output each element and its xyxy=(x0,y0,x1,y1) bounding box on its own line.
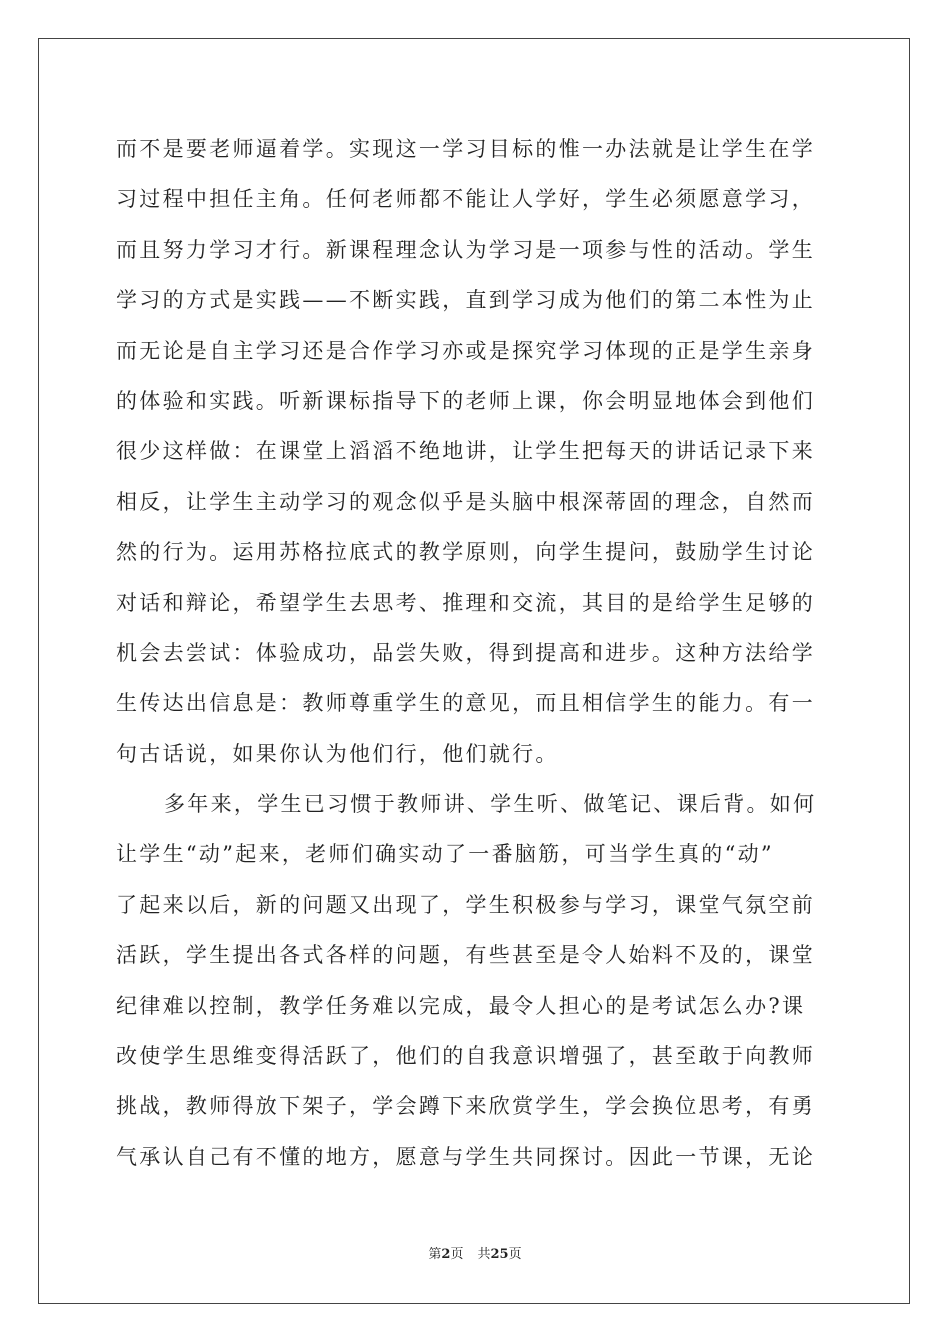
text-line: 气承认自己有不懂的地方，愿意与学生共同探讨。因此一节课，无论 xyxy=(116,1144,815,1169)
text-line: 对话和辩论，希望学生去思考、推理和交流，其目的是给学生足够的 xyxy=(116,590,815,615)
text-line: 生传达出信息是：教师尊重学生的意见，而且相信学生的能力。有一 xyxy=(116,691,815,716)
text-line: 改使学生思维变得活跃了，他们的自我意识增强了，甚至敢于向教师 xyxy=(116,1044,815,1069)
text-line: 的体验和实践。听新课标指导下的老师上课，你会明显地体会到他们 xyxy=(116,388,815,413)
text-line: 习过程中担任主角。任何老师都不能让人学好，学生必须愿意学习， xyxy=(116,187,815,212)
page-number: 2 xyxy=(441,1247,451,1262)
text-line: 然的行为。运用苏格拉底式的教学原则，向学生提问，鼓励学生讨论 xyxy=(116,540,815,565)
text-line: 机会去尝试：体验成功，品尝失败，得到提高和进步。这种方法给学 xyxy=(116,640,815,665)
text-line: 而无论是自主学习还是合作学习亦或是探究学习体现的正是学生亲身 xyxy=(116,338,815,363)
text-line: 了起来以后，新的问题又出现了，学生积极参与学习，课堂气氛空前 xyxy=(116,892,815,917)
total-label-suffix: 页 xyxy=(508,1247,522,1262)
page-label-suffix: 页 xyxy=(450,1247,464,1262)
text-line: 句古话说，如果你认为他们行，他们就行。 xyxy=(116,741,559,766)
text-line: 纪律难以控制，教学任务难以完成，最令人担心的是考试怎么办?课 xyxy=(116,993,806,1018)
text-line: 而且努力学习才行。新课程理念认为学习是一项参与性的活动。学生 xyxy=(116,237,815,262)
text-line: 挑战，教师得放下架子，学会蹲下来欣赏学生，学会换位思考，有勇 xyxy=(116,1094,815,1119)
page-footer xyxy=(0,1243,950,1262)
text-line: 很少这样做：在课堂上滔滔不绝地讲，让学生把每天的讲话记录下来 xyxy=(116,439,815,464)
document-body xyxy=(116,124,834,1182)
text-line: 活跃，学生提出各式各样的问题，有些甚至是令人始料不及的，课堂 xyxy=(116,943,815,968)
total-pages: 25 xyxy=(490,1247,509,1262)
total-label-prefix: 共 xyxy=(477,1247,491,1262)
text-line: 相反，让学生主动学习的观念似乎是头脑中根深蒂固的理念，自然而 xyxy=(116,489,815,514)
text-line: 学习的方式是实践——不断实践，直到学习成为他们的第二本性为止 xyxy=(116,288,815,313)
page-label-prefix: 第 xyxy=(428,1247,442,1262)
paragraph-start-line: 多年来，学生已习惯于教师讲、学生听、做笔记、课后背。如何 xyxy=(164,792,817,817)
text-line: 而不是要老师逼着学。实现这一学习目标的惟一办法就是让学生在学 xyxy=(116,137,815,161)
text-line: 让学生“动”起来，老师们确实动了一番脑筋，可当学生真的“动” xyxy=(116,842,774,867)
